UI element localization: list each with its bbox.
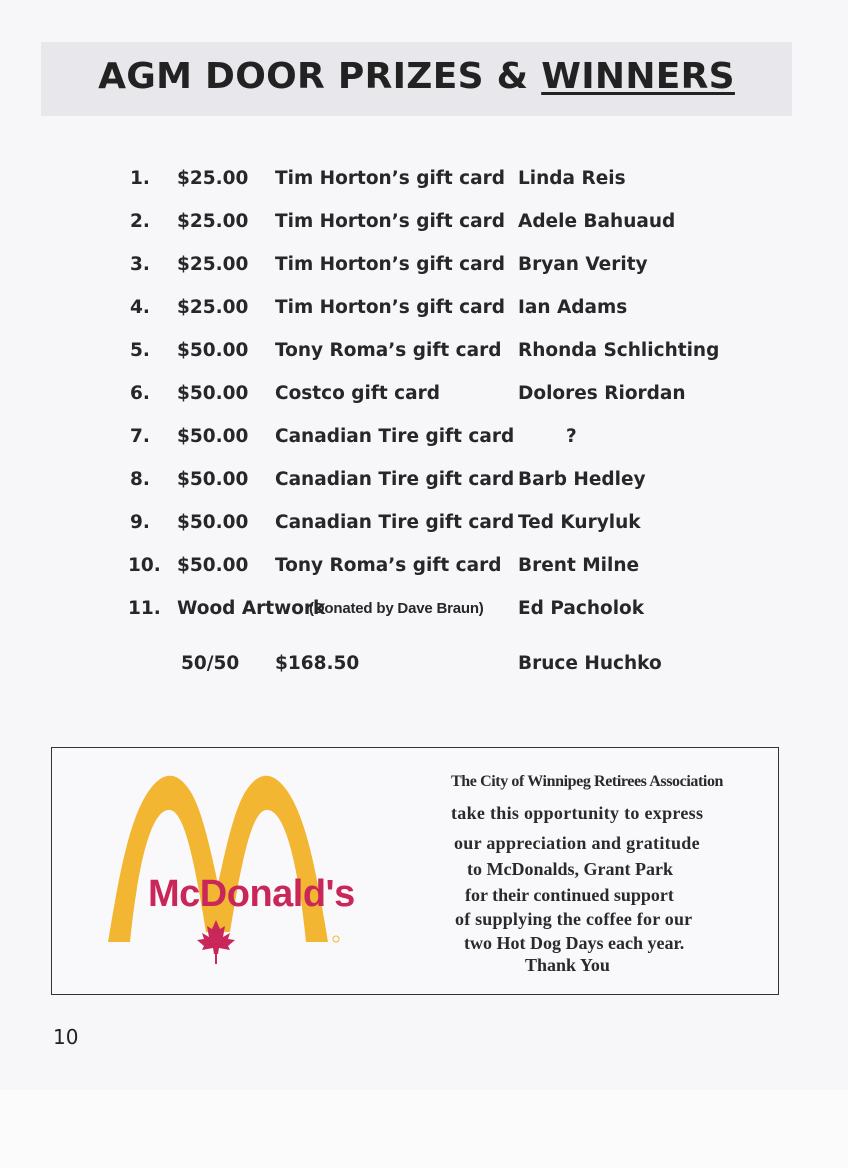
prize-winner: Ted Kuryluk <box>518 512 641 533</box>
title-winners-text: WINNERS <box>541 56 735 97</box>
prize-item: Tony Roma’s gift card <box>275 340 502 361</box>
message-line: of supplying the coffee for our <box>455 909 693 929</box>
title-banner <box>41 42 792 116</box>
prize-row <box>0 297 848 327</box>
prize-number: 5. <box>130 340 150 361</box>
message-line: two Hot Dog Days each year. <box>464 933 685 953</box>
prize-amount: $50.00 <box>177 426 249 447</box>
fifty-fifty-row <box>0 653 848 683</box>
prize-number: 4. <box>130 297 150 318</box>
page-bottom-band <box>0 1090 848 1168</box>
message-line: Thank You <box>525 955 610 975</box>
prize-row <box>0 383 848 413</box>
mcdonalds-wordmark: McDonald's <box>148 873 355 915</box>
prize-row <box>0 555 848 585</box>
prize-row <box>0 168 848 198</box>
prize-amount: $50.00 <box>177 340 249 361</box>
prize-item: Wood Artwork <box>177 598 326 619</box>
prize-winner: Brent Milne <box>518 555 640 576</box>
prize-amount: $50.00 <box>177 469 249 490</box>
prize-number: 10. <box>128 555 161 576</box>
prize-row <box>0 340 848 370</box>
prize-amount: $25.00 <box>177 211 249 232</box>
prize-row <box>0 211 848 241</box>
prize-item: Canadian Tire gift card <box>275 426 515 447</box>
registered-mark-icon <box>333 936 339 942</box>
prize-number: 7. <box>130 426 150 447</box>
prize-number: 2. <box>130 211 150 232</box>
message-line: to McDonalds, Grant Park <box>467 859 673 879</box>
prize-row <box>0 469 848 499</box>
prize-number: 9. <box>130 512 150 533</box>
prize-item: Tim Horton’s gift card <box>275 254 505 275</box>
prize-row <box>0 426 848 456</box>
prize-row <box>0 254 848 284</box>
prize-amount: $25.00 <box>177 297 249 318</box>
fifty-fifty-label: 50/50 <box>181 653 240 674</box>
prize-number: 11. <box>128 598 161 619</box>
prize-winner: ? <box>566 426 577 447</box>
page-title <box>41 56 792 97</box>
prize-amount: $50.00 <box>177 555 249 576</box>
prize-winner: Barb Hedley <box>518 469 646 490</box>
prize-donor-note: (Donated by Dave Braun) <box>309 600 484 617</box>
prize-item: Canadian Tire gift card <box>275 512 515 533</box>
fifty-fifty-amount: $168.50 <box>275 653 360 674</box>
prize-winner: Linda Reis <box>518 168 626 189</box>
prize-winner: Adele Bahuaud <box>518 211 676 232</box>
prize-item: Canadian Tire gift card <box>275 469 515 490</box>
prize-row <box>0 598 848 628</box>
message-line: our appreciation and gratitude <box>454 833 700 853</box>
prize-number: 1. <box>130 168 150 189</box>
prize-item: Costco gift card <box>275 383 440 404</box>
prize-winner: Ed Pacholok <box>518 598 645 619</box>
prize-item: Tim Horton’s gift card <box>275 297 505 318</box>
prize-winner: Dolores Riordan <box>518 383 686 404</box>
message-line: The City of Winnipeg Retirees Association <box>451 773 724 790</box>
prize-winner: Ian Adams <box>518 297 628 318</box>
prize-item: Tim Horton’s gift card <box>275 168 505 189</box>
message-line: for their continued support <box>465 885 674 905</box>
prize-amount: $25.00 <box>177 168 249 189</box>
prize-number: 6. <box>130 383 150 404</box>
title-main-text: AGM DOOR PRIZES & <box>98 56 542 97</box>
prize-amount: $50.00 <box>177 383 249 404</box>
message-line: take this opportunity to express <box>451 803 704 823</box>
prize-row <box>0 512 848 542</box>
prize-winner: Bryan Verity <box>518 254 648 275</box>
fifty-fifty-winner: Bruce Huchko <box>518 653 662 674</box>
prize-winner: Rhonda Schlichting <box>518 340 720 361</box>
prize-item: Tim Horton’s gift card <box>275 211 505 232</box>
prize-number: 3. <box>130 254 150 275</box>
golden-arches-icon <box>108 776 328 942</box>
page-number: 10 <box>53 1025 79 1049</box>
mcdonalds-ad-box <box>51 747 779 995</box>
prize-item: Tony Roma’s gift card <box>275 555 502 576</box>
prize-amount: $25.00 <box>177 254 249 275</box>
prize-number: 8. <box>130 469 150 490</box>
prize-amount: $50.00 <box>177 512 249 533</box>
mcdonalds-logo <box>108 762 378 987</box>
